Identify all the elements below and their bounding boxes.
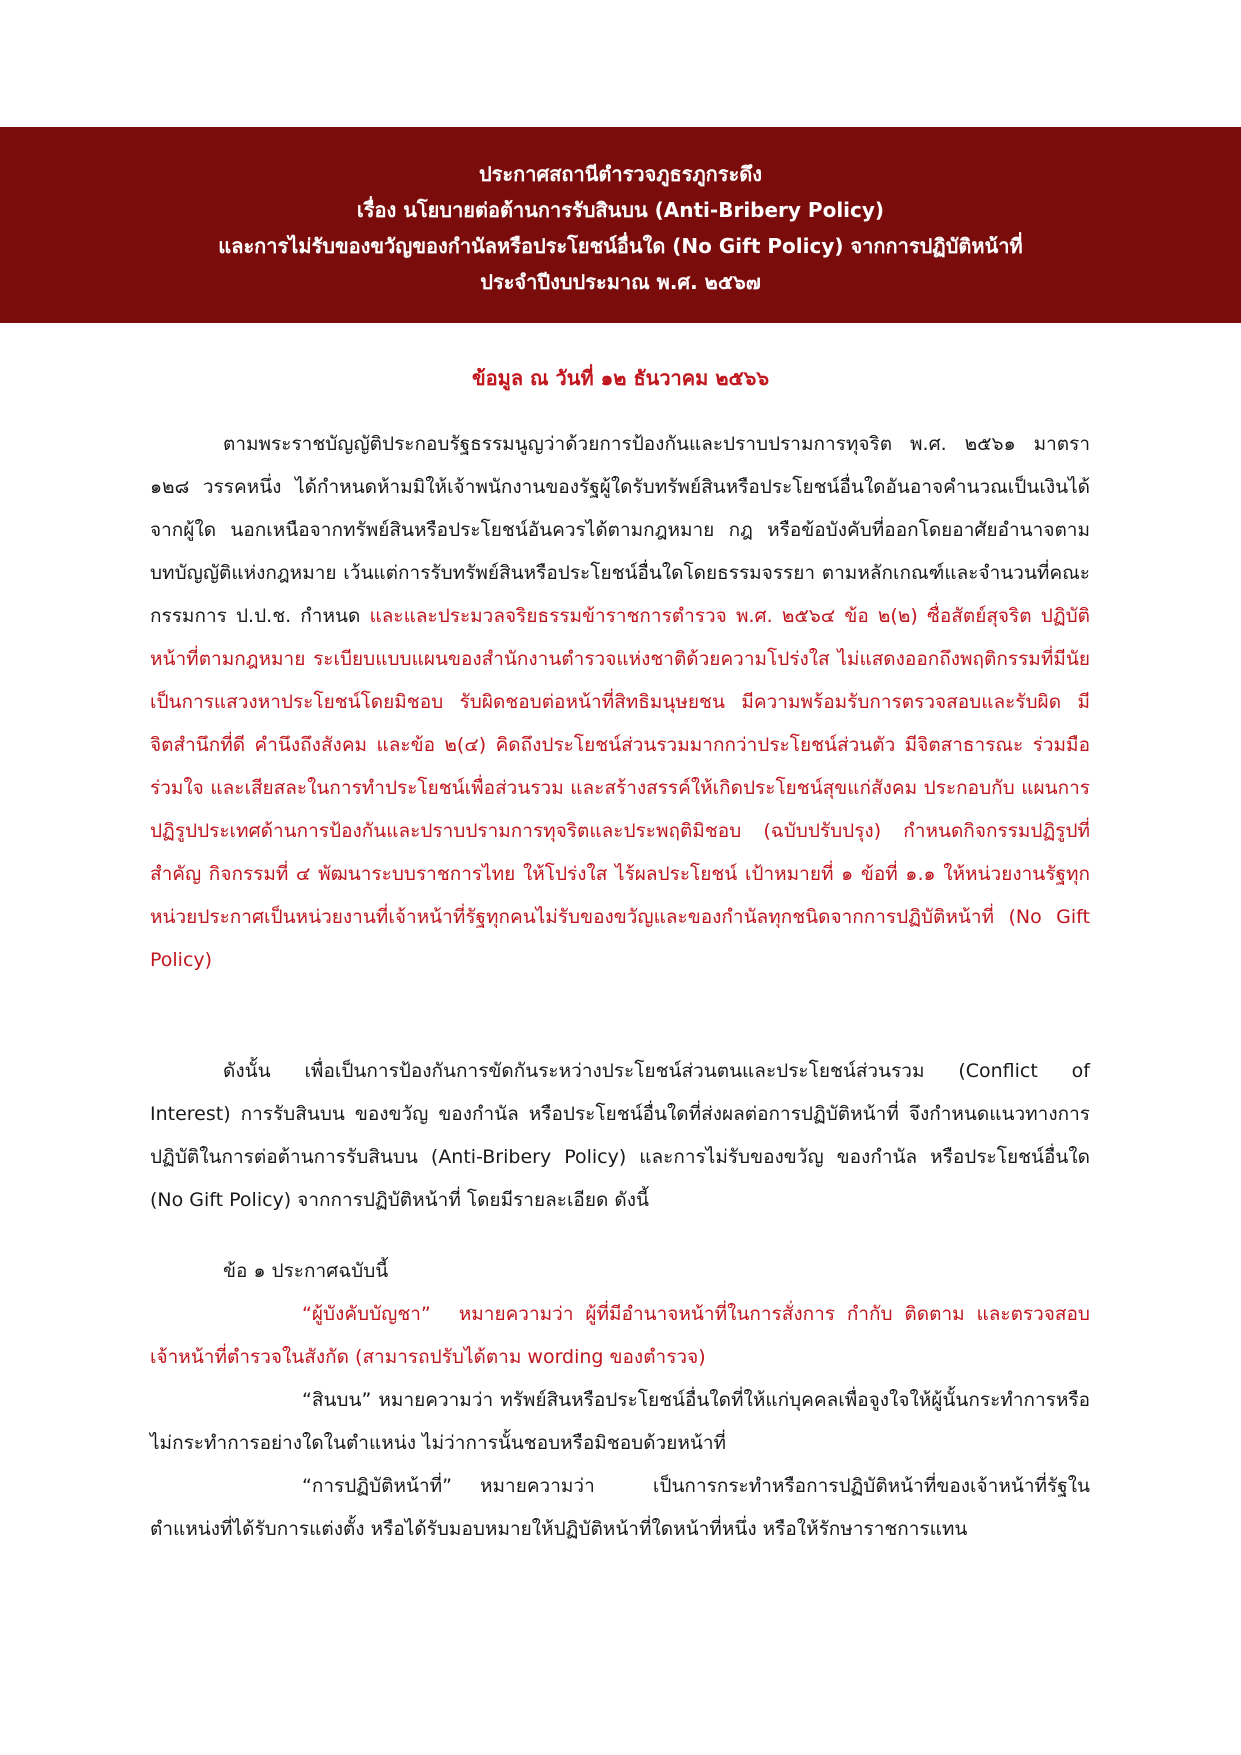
announcement-subject: เรื่อง นโยบายต่อต้านการรับสินบน (Anti-Bribery Policy) <box>356 198 885 222</box>
definition-meaning: หมายความว่า ทรัพย์สินหรือประโยชน์อื่นใดที่ให้แก่บุคคลเพื่อจูงใจให้ผู้นั้นกระทำการหรือไม่กระทำการอย่างใดในตำแหน่ง ไม่ว่าการนั้นชอบหรือมิชอบด้วยหน้าที่ <box>150 1389 1091 1454</box>
definition-item <box>150 1379 1090 1465</box>
announcement-subject-continued: และการไม่รับของขวัญของกำนัลหรือประโยชน์อื่นใด (No Gift Policy) จากการปฏิบัติหน้าที่ <box>218 234 1023 258</box>
definition-term: “ผู้บังคับบัญชา” <box>302 1303 431 1325</box>
announcement-title: ประกาศสถานีตำรวจภูธรภูกระดึง <box>478 162 762 186</box>
definition-item <box>150 1465 1090 1551</box>
definition-meaning: หมายความว่า ผู้ที่มีอำนาจหน้าที่ในการสั่งการ กำกับ ติดตาม และตรวจสอบเจ้าหน้าที่ตำรวจในสังกัด (สามารถปรับได้ตาม wording ของตำรวจ) <box>150 1303 1090 1368</box>
definition-item <box>150 1293 1090 1379</box>
paragraph-legal-basis <box>150 423 1090 982</box>
header-banner <box>0 127 1241 323</box>
fiscal-year: ประจำปีงบประมาณ พ.ศ. ๒๕๖๗ <box>480 270 761 294</box>
definition-term: “สินบน” <box>302 1389 372 1411</box>
paragraph-policy-intent: ดังนั้น เพื่อเป็นการป้องกันการขัดกันระหว่างประโยชน์ส่วนตนและประโยชน์ส่วนรวม (Conflict of Interest) การรับสินบน ของขวัญ ของกำนัล หรือประโยชน์อื่นใดที่ส่งผลต่อการปฏิบัติหน้าที่ จึงกำหนดแนวทางการปฏิบัติในการต่อต้านการรับสินบน (Anti-Bribery Policy) และการไม่รับของขวัญ ของกำนัล หรือประโยชน์อื่นใด (No Gift Policy) จากการปฏิบัติหน้าที่ โดยมีรายละเอียด ดังนี้ <box>150 1060 1090 1211</box>
clause-1 <box>150 1250 1090 1551</box>
paragraph-legal-basis-normal: ตามพระราชบัญญัติประกอบรัฐธรรมนูญว่าด้วยการป้องกันและปราบปรามการทุจริต พ.ศ. ๒๕๖๑ มาตรา ๑๒๘ วรรคหนึ่ง ได้กำหนดห้ามมิให้เจ้าพนักงานของรัฐผู้ใดรับทรัพย์สินหรือประโยชน์อื่นใดอันอาจคำนวณเป็นเงินได้จากผู้ใด นอกเหนือจากทรัพย์สินหรือประโยชน์อันควรได้ตามกฎหมาย กฎ หรือข้อบังคับที่ออกโดยอาศัยอำนาจตามบทบัญญัติแห่งกฎหมาย เว้นแต่การรับทรัพย์สินหรือประโยชน์อื่นใดโดยธรรมจรรยา ตามหลักเกณฑ์และจำนวนที่คณะกรรมการ ป.ป.ช. กำหนด <box>150 433 1090 627</box>
definition-term: “การปฏิบัติหน้าที่” <box>302 1475 452 1497</box>
definition-meaning: หมายความว่า เป็นการกระทำหรือการปฏิบัติหน้าที่ของเจ้าหน้าที่รัฐในตำแหน่งที่ได้รับการแต่งตั้ง หรือได้รับมอบหมายให้ปฏิบัติหน้าที่ใดหน้าที่หนึ่ง หรือให้รักษาราชการแทน <box>150 1475 1090 1540</box>
paragraph-legal-basis-highlight: และและประมวลจริยธรรมข้าราชการตำรวจ พ.ศ. ๒๕๖๔ ข้อ ๒(๒) ซื่อสัตย์สุจริต ปฏิบัติหน้าที่ตามกฎหมาย ระเบียบแบบแผนของสำนักงานตำรวจแห่งชาติด้วยความโปร่งใส ไม่แสดงออกถึงพฤติกรรมที่มีนัยเป็นการแสวงหาประโยชน์โดยมิชอบ รับผิดชอบต่อหน้าที่สิทธิมนุษยชน มีความพร้อมรับการตรวจสอบและรับผิด มีจิตสำนึกที่ดี คำนึงถึงสังคม และข้อ ๒(๔) คิดถึงประโยชน์ส่วนรวมมากกว่าประโยชน์ส่วนตัว มีจิตสาธารณะ ร่วมมือ ร่วมใจ และเสียสละในการทำประโยชน์เพื่อส่วนรวม และสร้างสรรค์ให้เกิดประโยชน์สุขแก่สังคม ประกอบกับ แผนการปฏิรูปประเทศด้านการป้องกันและปราบปรามการทุจริตและประพฤติมิชอบ (ฉบับปรับปรุง) กำหนดกิจกรรมปฏิรูปที่สำคัญ กิจกรรมที่ ๔ พัฒนาระบบราชการไทย ให้โปร่งใส ไร้ผลประโยชน์ เป้าหมายที่ ๑ ข้อที่ ๑.๑ ให้หน่วยงานรัฐทุกหน่วยประกาศเป็นหน่วยงานที่เจ้าหน้าที่รัฐทุกคนไม่รับของขวัญและของกำนัลทุกชนิดจากการปฏิบัติหน้าที่ (No Gift Policy) <box>150 605 1090 971</box>
clause-1-heading: ข้อ ๑ ประกาศฉบับนี้ <box>223 1260 389 1282</box>
data-date: ข้อมูล ณ วันที่ ๑๒ ธันวาคม ๒๕๖๖ <box>471 366 770 390</box>
